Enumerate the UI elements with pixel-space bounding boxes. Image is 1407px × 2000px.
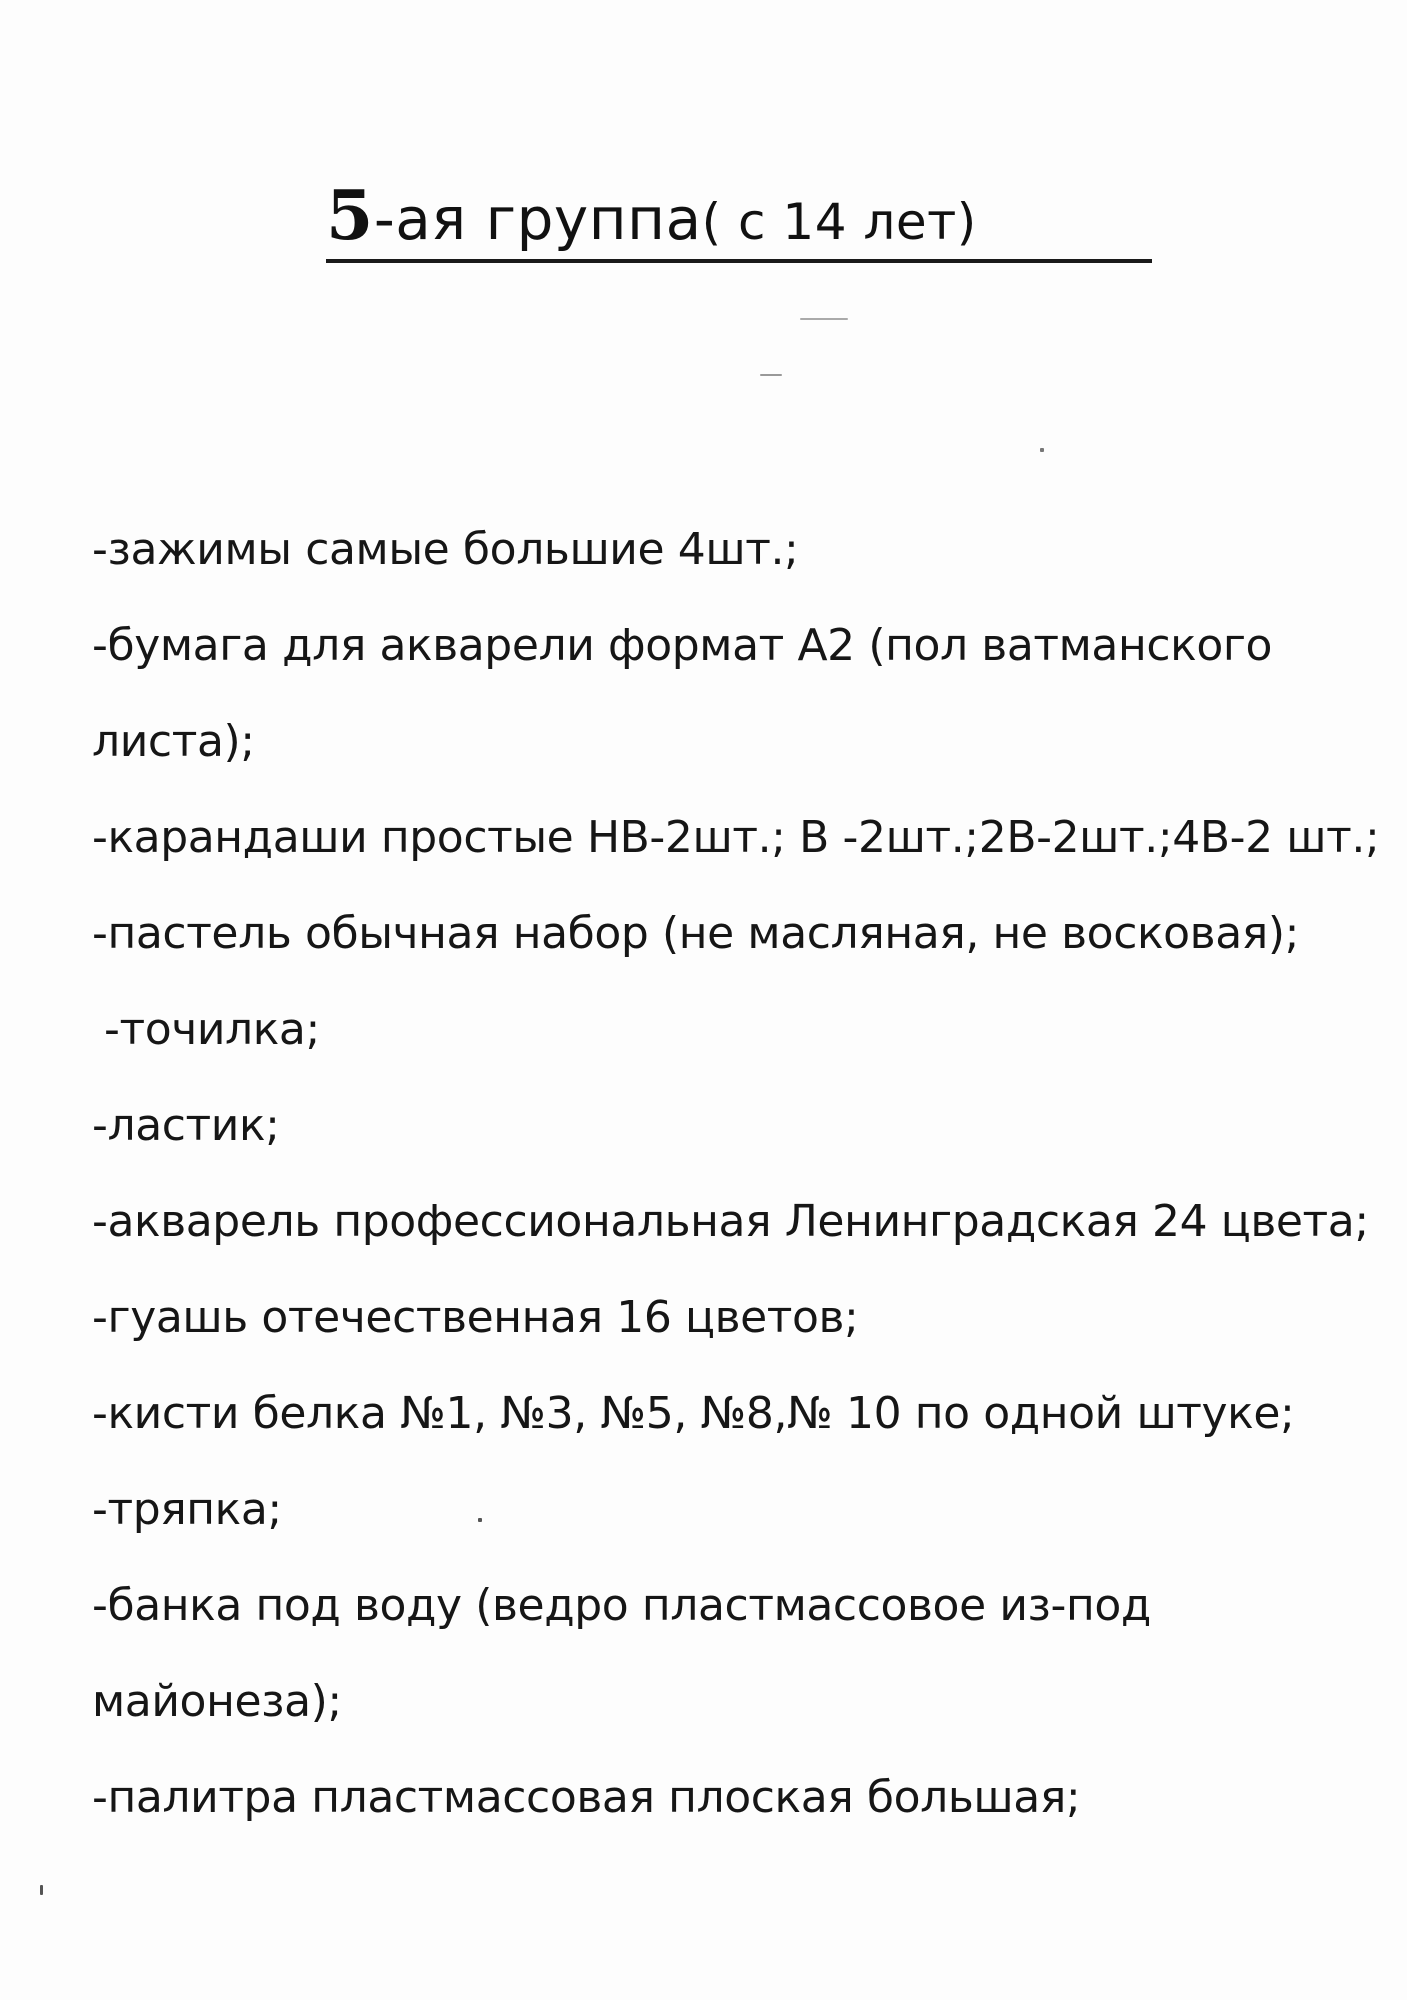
list-item: -кисти белка №1, №3, №5, №8,№ 10 по одной штуке; — [92, 1388, 1295, 1439]
list-item: -ластик; — [92, 1100, 280, 1151]
list-item: -акварель профессиональная Ленинградская 24 цвета; — [92, 1196, 1369, 1247]
title-text — [326, 168, 1156, 270]
list-item: -пастель обычная набор (не масляная, не восковая); — [92, 908, 1300, 959]
list-item: -карандаши простые НВ-2шт.; В -2шт.;2В-2шт.;4В-2 шт.; — [92, 812, 1380, 863]
page-title — [326, 168, 1156, 268]
list-item: -палитра пластмассовая плоская большая; — [92, 1772, 1081, 1823]
supplies-list — [92, 502, 1392, 1846]
scan-speck — [40, 1885, 43, 1895]
title-number: 5 — [326, 176, 374, 256]
list-item: -банка под воду (ведро пластмассовое из-под майонеза); — [92, 1580, 1151, 1727]
scan-speck — [478, 1518, 482, 1522]
title-underline — [326, 259, 1152, 263]
title-main: -ая группа — [373, 185, 702, 253]
list-item: -зажимы самые большие 4шт.; — [92, 524, 799, 575]
list-item: -бумага для акварели формат А2 (пол ватманского листа); — [92, 620, 1273, 767]
scan-speck — [760, 374, 782, 376]
scan-speck — [800, 318, 848, 320]
list-item: -гуашь отечественная 16 цветов; — [92, 1292, 859, 1343]
title-age: ( с 14 лет) — [701, 193, 977, 251]
list-item: -точилка; — [104, 1004, 320, 1055]
scan-speck — [1040, 448, 1044, 452]
list-item: -тряпка; — [92, 1484, 282, 1535]
